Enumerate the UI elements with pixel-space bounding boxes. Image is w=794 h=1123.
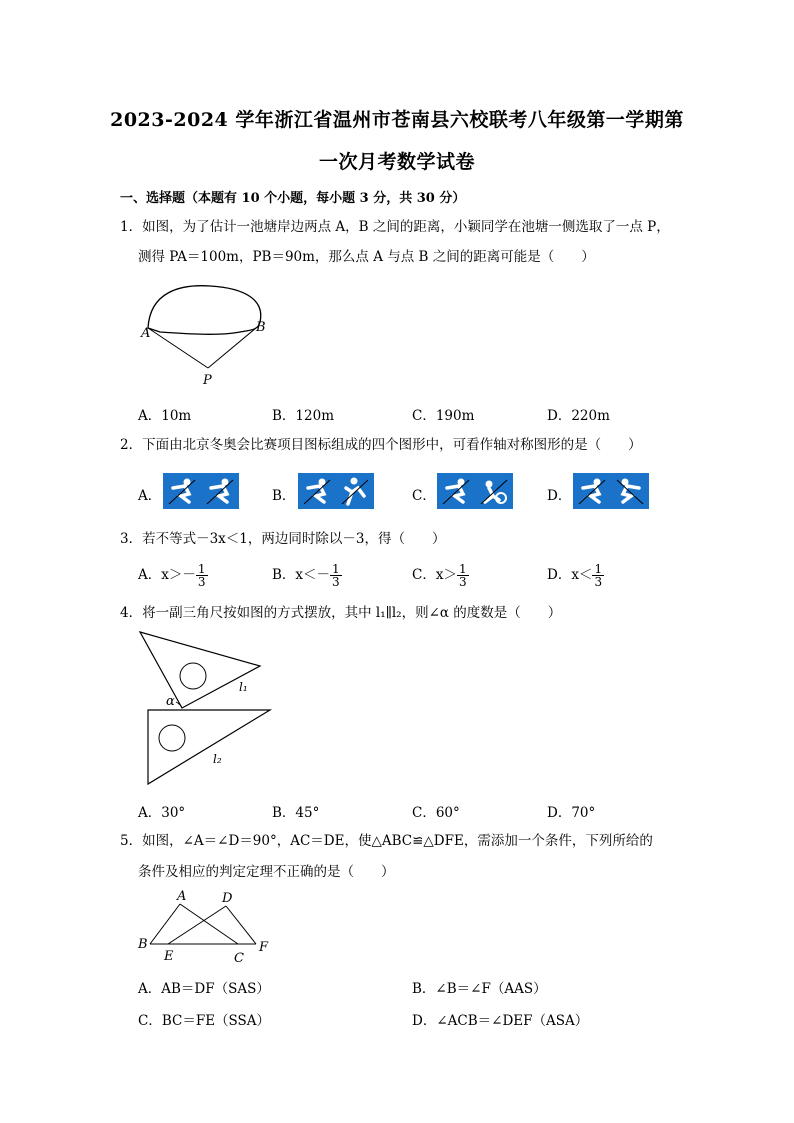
- q3-a-num: 1: [197, 562, 206, 576]
- q2-option-a: A．: [138, 488, 162, 504]
- q3-option-a: [138, 563, 208, 588]
- q3-option-d: [547, 563, 604, 588]
- question-3: 3．若不等式－3x＜1，两边同时除以－3，得（ ）: [120, 531, 446, 547]
- q2-option-b: B．: [272, 488, 296, 504]
- label-C5: C: [234, 951, 244, 966]
- q2-option-d: D．: [547, 488, 572, 504]
- question-2: 2．下面由北京冬奥会比赛项目图标组成的四个图形中，可看作轴对称图形的是（ ）: [120, 437, 642, 453]
- q3-option-c: [412, 563, 469, 588]
- q1-option-d: D．220m: [547, 408, 610, 424]
- q3-option-a-text: A．x＞－: [138, 567, 196, 583]
- label-P: P: [203, 373, 212, 388]
- question-5-line2: 条件及相应的判定定理不正确的是（ ）: [138, 864, 395, 880]
- q5-option-c: C．BC＝FE（SSA）: [138, 1013, 271, 1029]
- q3-option-b: [272, 563, 342, 588]
- set-squares-figure: [138, 630, 278, 790]
- q3-d-den: 3: [594, 575, 603, 589]
- q1-option-c: C．190m: [412, 408, 475, 424]
- q4-option-b: B．45°: [272, 805, 320, 821]
- label-B5: B: [138, 937, 148, 952]
- q3-option-b-text: B．x＜－: [272, 567, 331, 583]
- q3-c-num: 1: [458, 562, 467, 576]
- triangles-figure: [150, 900, 260, 950]
- q2-icon-c: [437, 473, 513, 509]
- label-A5: A: [177, 889, 187, 904]
- q4-option-c: C．60°: [412, 805, 460, 821]
- label-D5: D: [222, 891, 233, 906]
- label-A: A: [141, 326, 151, 341]
- section-heading: 一、选择题（本题有 10 个小题，每小题 3 分，共 30 分）: [120, 191, 466, 206]
- q3-a-den: 3: [197, 575, 206, 589]
- label-alpha: α: [166, 694, 175, 709]
- label-B: B: [256, 320, 266, 335]
- label-F5: F: [259, 940, 269, 955]
- q1-option-a: A．10m: [138, 408, 192, 424]
- question-5-line1: 5．如图，∠A＝∠D＝90°，AC＝DE，使△ABC≌△DFE，需添加一个条件，下列所给的: [120, 833, 653, 849]
- question-4: 4．将一副三角尺按如图的方式摆放，其中 l₁∥l₂，则∠α 的度数是（ ）: [120, 605, 562, 621]
- question-1-line2: 测得 PA＝100m，PB＝90m，那么点 A 与点 B 之间的距离可能是（ ）: [138, 249, 595, 265]
- label-E5: E: [164, 949, 174, 964]
- q3-c-den: 3: [458, 575, 467, 589]
- q3-b-den: 3: [332, 575, 340, 589]
- q3-b-num: 1: [332, 562, 340, 576]
- q2-icon-a: [163, 473, 239, 509]
- q2-icon-b: [298, 473, 374, 509]
- q2-option-c: C．: [412, 488, 436, 504]
- question-1-line1: 1．如图，为了估计一池塘岸边两点 A，B 之间的距离，小颖同学在池塘一侧选取了一点 P，: [120, 219, 670, 235]
- q4-option-d: D．70°: [547, 805, 596, 821]
- page-title-line2: 一次月考数学试卷: [318, 151, 475, 173]
- q4-option-a: A．30°: [138, 805, 186, 821]
- q3-option-d-text: D．x＜: [547, 567, 593, 583]
- q3-d-num: 1: [594, 562, 603, 576]
- q2-icon-d: [573, 473, 649, 509]
- q3-option-c-text: C．x＞: [412, 567, 457, 583]
- q1-option-b: B．120m: [272, 408, 334, 424]
- q5-option-a: A．AB＝DF（SAS）: [138, 981, 270, 997]
- q5-option-b: B．∠B＝∠F（AAS）: [412, 981, 547, 997]
- q5-option-d: D．∠ACB＝∠DEF（ASA）: [412, 1013, 589, 1029]
- page-title-line1: 2023-2024 学年浙江省温州市苍南县六校联考八年级第一学期第: [110, 109, 684, 131]
- label-l2: l₂: [213, 752, 222, 766]
- label-l1: l₁: [239, 680, 248, 694]
